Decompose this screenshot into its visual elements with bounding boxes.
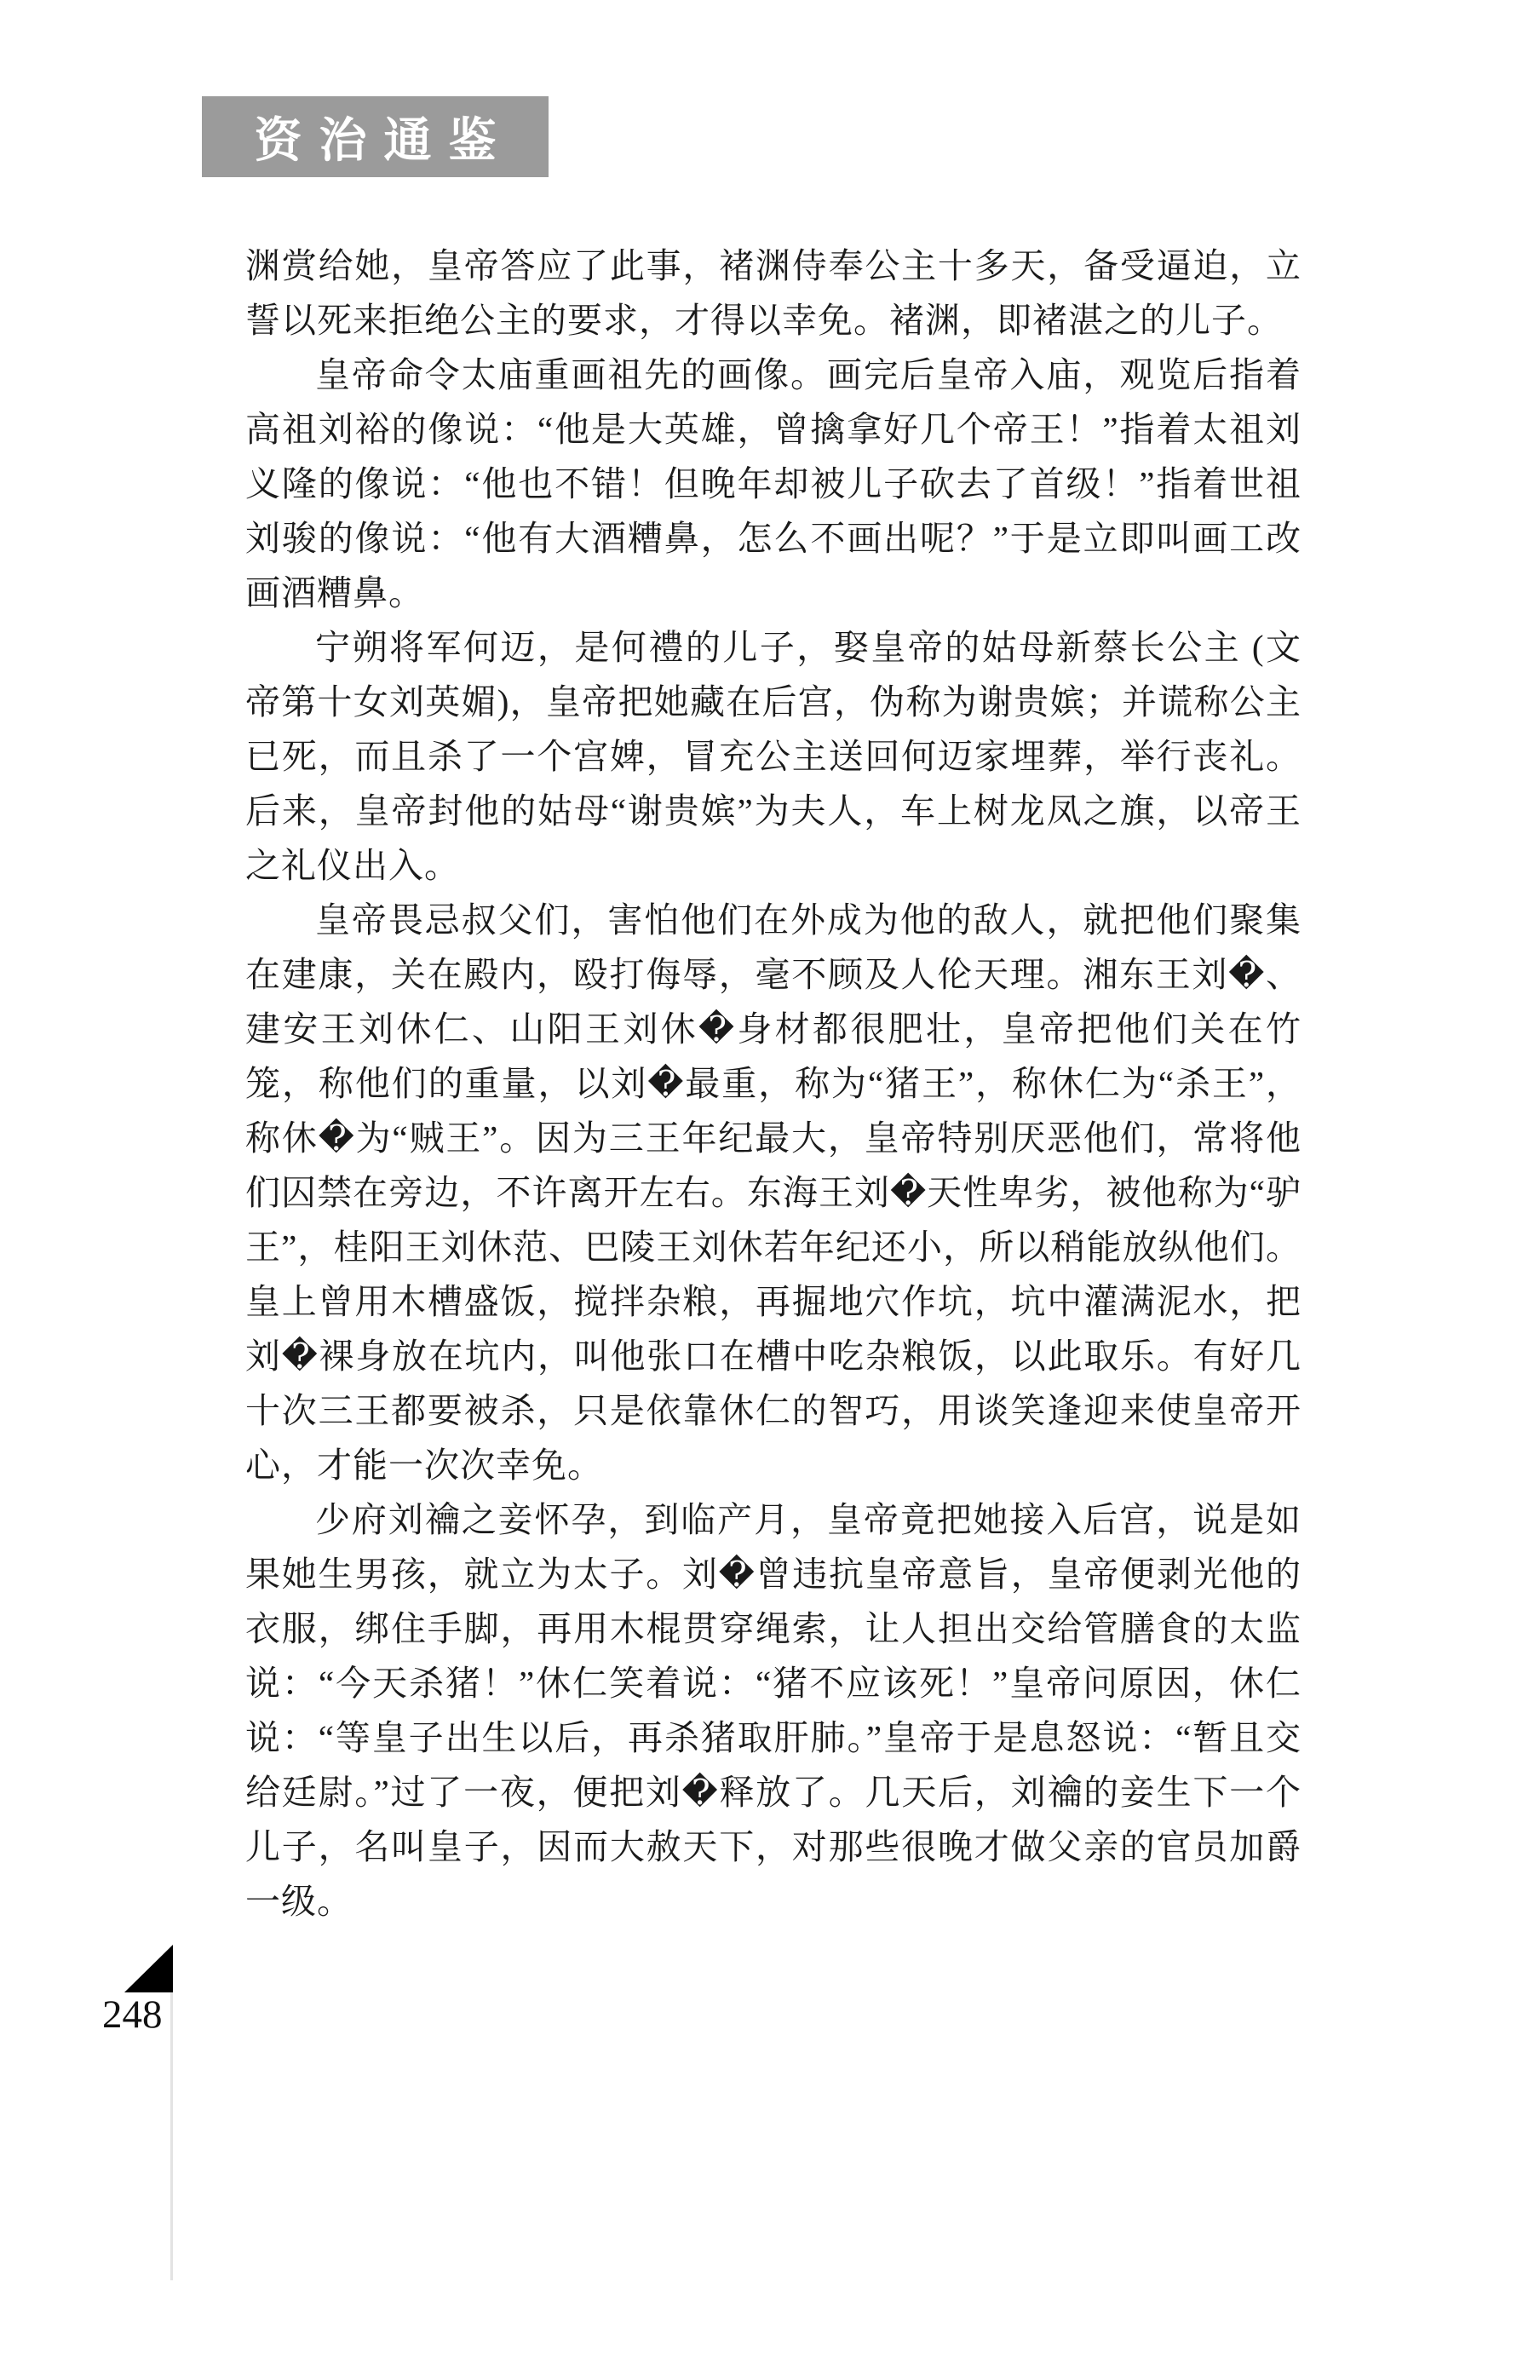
page-body [245, 239, 1302, 1929]
book-title-banner [202, 96, 549, 177]
book-title-text: 资治通鉴 [254, 112, 514, 167]
paragraph: 宁朔将军何迈，是何禮的儿子，娶皇帝的姑母新蔡长公主 (文帝第十女刘英媚)，皇帝把她藏在后宫，伪称为谢贵嫔；并谎称公主已死，而且杀了一个宫婢，冒充公主送回何迈家埋葬，举行丧礼。后来，皇帝封他的姑母“谢贵嫔”为夫人，车上树龙凤之旗，以帝王之礼仪出入。 [245, 628, 1302, 885]
paragraph-continuation: 渊赏给她，皇帝答应了此事，褚渊侍奉公主十多天，备受逼迫，立誓以死来拒绝公主的要求，才得以幸免。褚渊，即褚湛之的儿子。 [245, 246, 1302, 340]
paragraph: 皇帝畏忌叔父们，害怕他们在外成为他的敌人，就把他们聚集在建康，关在殿内，殴打侮辱，毫不顾及人伦天理。湘东王刘�、建安王刘休仁、山阳王刘休�身材都很肥壮，皇帝把他们关在竹笼，称他们的重量，以刘�最重，称为“猪王”，称休仁为“杀王”，称休�为“贼王”。因为三王年纪最大，皇帝特别厌恶他们，常将他们囚禁在旁边，不许离开左右。东海王刘�天性卑劣，被他称为“驴王”，桂阳王刘休范、巴陵王刘休若年纪还小，所以稍能放纵他们。皇上曾用木槽盛饭，搅拌杂粮，再掘地穴作坑，坑中灌满泥水，把刘�裸身放在坑内，叫他张口在槽中吃杂粮饭，以此取乐。有好几十次三王都要被杀，只是依靠休仁的智巧，用谈笑逢迎来使皇帝开心，才能一次次幸免。 [245, 900, 1302, 1485]
paragraph: 少府刘禴之妾怀孕，到临产月，皇帝竟把她接入后宫，说是如果她生男孩，就立为太子。刘�曾违抗皇帝意旨，皇帝便剥光他的衣服，绑住手脚，再用木棍贯穿绳索，让人担出交给管膳食的太监说：“今天杀猪！”休仁笑着说：“猪不应该死！”皇帝问原因，休仁说：“等皇子出生以后，再杀猪取肝肺。”皇帝于是息怒说：“暂且交给廷尉。”过了一夜，便把刘�释放了。几天后，刘禴的妾生下一个儿子，名叫皇子，因而大赦天下，对那些很晚才做父亲的官员加爵一级。 [245, 1500, 1302, 1921]
vertical-rule [170, 1992, 173, 2280]
page-number: 248 [102, 1992, 163, 2037]
paragraph: 皇帝命令太庙重画祖先的画像。画完后皇帝入庙，观览后指着高祖刘裕的像说：“他是大英雄，曾擒拿好几个帝王！”指着太祖刘义隆的像说：“他也不错！但晚年却被儿子砍去了首级！”指着世祖刘骏的像说：“他有大酒糟鼻，怎么不画出呢？”于是立即叫画工改画酒糟鼻。 [245, 355, 1302, 612]
corner-triangle-marker [124, 1945, 173, 1992]
